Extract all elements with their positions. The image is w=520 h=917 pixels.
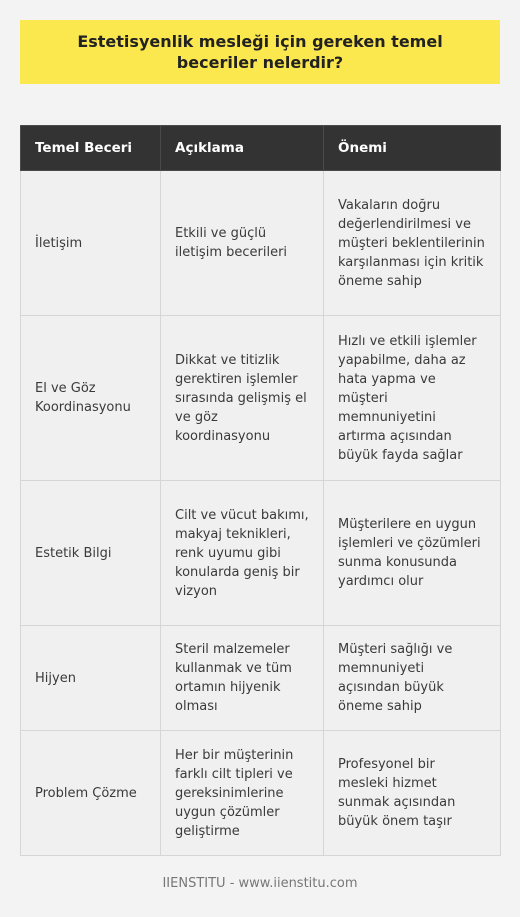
page-title: Estetisyenlik mesleği için gereken temel beceriler nelerdir? — [77, 32, 443, 72]
table-row — [21, 626, 501, 731]
cell-description: Etkili ve güçlü iletişim becerileri — [161, 171, 324, 316]
header-aciklama: Açıklama — [161, 126, 324, 171]
table-row — [21, 171, 501, 316]
cell-description: Her bir müşterinin farklı cilt tipleri ve gereksinimlerine uygun çözümler geliştirme — [161, 731, 324, 856]
cell-description: Cilt ve vücut bakımı, makyaj teknikleri, renk uyumu gibi konularda geniş bir vizyon — [161, 481, 324, 626]
cell-skill: Hijyen — [21, 626, 161, 731]
cell-importance: Vakaların doğru değerlendirilmesi ve müşteri beklentilerinin karşılanması için kritik öneme sahip — [324, 171, 501, 316]
table-row — [21, 481, 501, 626]
cell-skill: İletişim — [21, 171, 161, 316]
cell-skill: Problem Çözme — [21, 731, 161, 856]
footer-credit: IIENSTITU - www.iienstitu.com — [162, 876, 358, 891]
cell-description: Dikkat ve titizlik gerektiren işlemler sırasında gelişmiş el ve göz koordinasyonu — [161, 316, 324, 481]
table-row — [21, 316, 501, 481]
table-header-row — [21, 126, 501, 171]
cell-importance: Hızlı ve etkili işlemler yapabilme, daha az hata yapma ve müşteri memnuniyetini artırma açısından büyük fayda sağlar — [324, 316, 501, 481]
skills-table — [20, 125, 501, 856]
cell-importance: Müşteri sağlığı ve memnuniyeti açısından büyük öneme sahip — [324, 626, 501, 731]
header-onemi: Önemi — [324, 126, 501, 171]
cell-importance: Müşterilere en uygun işlemleri ve çözümleri sunma konusunda yardımcı olur — [324, 481, 501, 626]
header-temel-beceri: Temel Beceri — [21, 126, 161, 171]
table-row — [21, 731, 501, 856]
cell-skill: Estetik Bilgi — [21, 481, 161, 626]
title-banner — [20, 20, 500, 84]
cell-skill: El ve Göz Koordinasyonu — [21, 316, 161, 481]
cell-description: Steril malzemeler kullanmak ve tüm ortamın hijyenik olması — [161, 626, 324, 731]
cell-importance: Profesyonel bir mesleki hizmet sunmak açısından büyük önem taşır — [324, 731, 501, 856]
